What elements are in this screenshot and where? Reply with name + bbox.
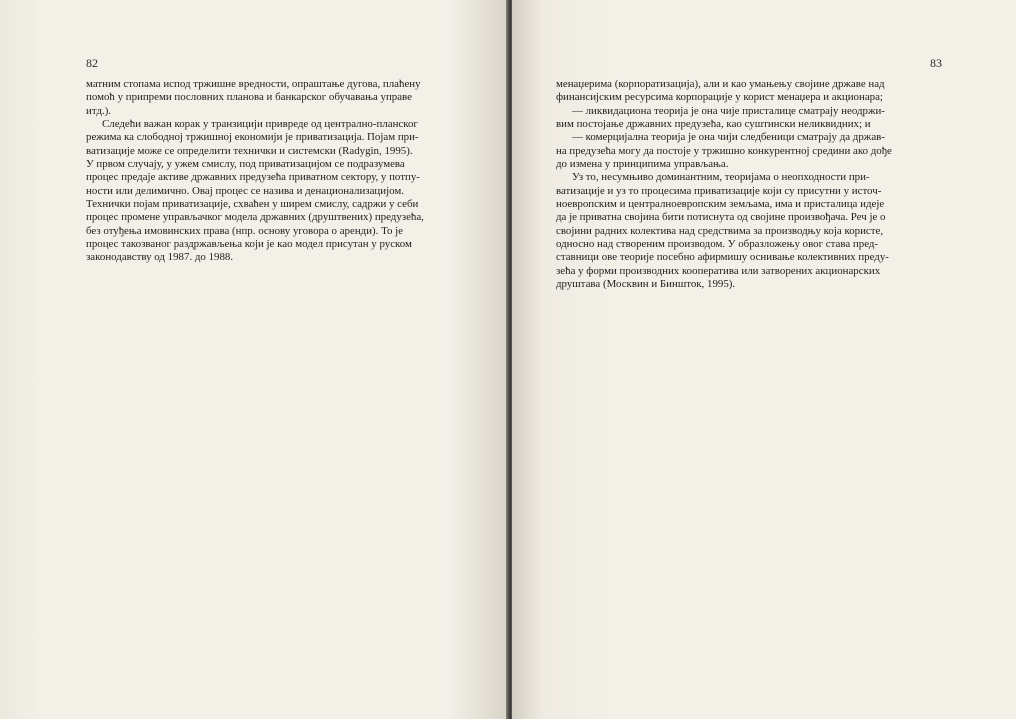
text-line: процес промене управљачког модела државних (друштвених) предузећа, [86,211,424,224]
text-line: режима ка слободној тржишној економији је приватизација. Појам при- [86,131,419,144]
text-line: менаџерима (корпоратизација), али и као умањењу својине државе над [556,78,885,90]
text-line: Следећи важан корак у транзицији привреде од централно-планског [102,118,418,131]
left-page-text [86,78,450,265]
text-line: финансијским ресурсима корпорације у корист менаџера и акционара; [556,91,883,104]
text-line: до измена у принципима управљања. [556,158,729,171]
right-page-text [556,78,938,292]
text-line: да је приватна својина бити потиснута од својине произвођача. Реч је о [556,211,886,224]
text-line: односно над створеним производом. У образложењу овог става пред- [556,238,879,251]
text-line: Технички појам приватизације, схваћен у ширем смислу, садржи у себи [86,198,419,211]
text-line: помоћ у припреми пословних планова и банкарског обучавања управе [86,91,412,104]
text-line: ватизације може се определити технички и системски (Radygin, 1995). [86,144,413,157]
text-line: вим постојање државних предузећа, као суштински неликвидних; и [556,118,871,131]
text-line: — комерцијална теорија је она чији следбеници сматрају да држав- [572,131,885,144]
text-line: процес такозваног раздржављења који је као модел присутан у руском [86,238,412,251]
text-line: ватизације и уз то процесима приватизације који су присутни у источ- [556,184,882,197]
text-line: матним стопама испод тржишне вредности, опраштање дугова, плаћену [86,78,421,90]
text-line: ноевропским и централноевропским земљама, има и присталица идеје [556,198,885,211]
text-line: Уз то, несумњиво доминантним, теоријама о неопходности при- [572,171,870,184]
text-line: У првом случају, у ужем смислу, под приватизацијом се подразумева [86,158,405,171]
text-line: процес предаје активе државних предузећа приватном сектору, у потпу- [86,171,420,184]
text-line: ности или делимично. Овај процес се назива и денационализацијом. [86,184,404,197]
text-line: — ликвидациона теорија је она чије присталице сматрају неодржи- [572,104,885,117]
text-line: на предузећа могу да постоје у тржишно конкурентној средини ако дође [556,144,892,157]
text-line: итд.). [86,104,112,117]
text-line: ставници ове теорије посебно афирмишу оснивање колективних преду- [556,251,889,264]
text-line: својини радних колектива над средствима за производњу која користе, [556,224,884,237]
right-page [512,0,1016,719]
text-line: друштава (Москвин и Биншток, 1995). [556,278,736,291]
text-line: зећа у форми производних кооператива или затворених акционарских [556,264,881,277]
text-line: законодавству од 1987. до 1988. [86,251,234,264]
page-number-right: 83 [930,56,942,70]
page-number-left: 82 [86,56,98,70]
text-line: без отуђења имовинских права (нпр. основу уговора о аренди). То је [86,224,403,237]
